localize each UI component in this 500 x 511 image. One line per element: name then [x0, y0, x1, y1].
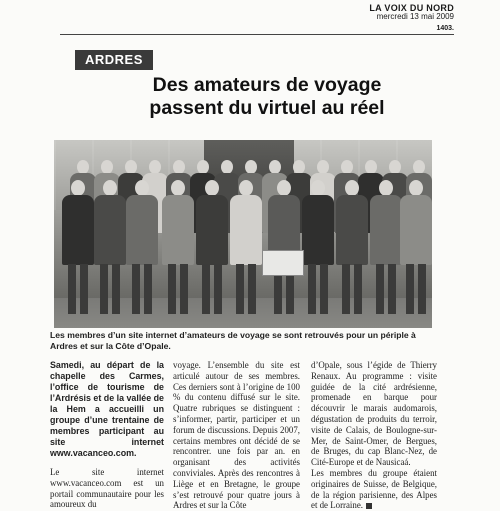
section-label: ARDRES: [75, 50, 153, 70]
page-number: 1403.: [436, 24, 454, 32]
headline-line-2: passent du virtuel au réel: [149, 97, 385, 119]
photo-caption: Les membres d’un site internet d’amateurs de voyage se sont retrouvés pour un périple à Ardres et sur la Côte d’Opale.: [50, 330, 416, 351]
header-rule: [60, 34, 454, 35]
article-column-1: [50, 360, 164, 510]
article-paragraph: d’Opale, sous l’égide de Thierry Renaux. Au programme : visite guidée de la cité ardrésienne, promenade en barque pour découvrir le marais audomarois, dégustation de produits du terroir, visite de Calais, de Boulogne-sur-Mer, de Saint-Omer, de Bergues, de Bruges, du cap Blanc-Nez, de Cité-Europe et de Nausicaá.: [311, 360, 437, 468]
article-headline: [112, 74, 422, 120]
publication-date: mercredi 13 mai 2009: [376, 12, 454, 22]
article-column-3: [311, 360, 437, 511]
article-paragraph: Le site internet www.vacanceo.com est un portail communautaire pour les amoureux du: [50, 467, 164, 510]
headline-line-1: Des amateurs de voyage: [152, 74, 382, 96]
photo-sign: [262, 250, 304, 276]
group-photo: [54, 140, 432, 328]
newspaper-name: LA VOIX DU NORD: [369, 3, 454, 13]
masthead: [294, 4, 454, 32]
article-closing-text: Les membres du groupe étaient originaires de Suisse, de Belgique, de la région parisienne, des Alpes et de Lorraine.: [311, 467, 437, 511]
end-mark-icon: [366, 503, 372, 509]
article-column-2: [173, 360, 300, 511]
article-lead: Samedi, au départ de la chapelle des Carmes, l’office de tourisme de l’Ardrésis et de la vallée de la Hem a accueilli un groupe d’une trentaine de membres participant au site internet www.vacanceo.com.: [50, 360, 164, 458]
article-paragraph: voyage. L’ensemble du site est articulé autour de ses membres. Ces derniers sont à l’origine de 100 % du contenu diffusé sur le site. Quatre rubriques se distinguent : s’informer, partir, participer et un forum de discussions. Depuis 2007, certains membres ont décidé de se rencontrer. une fois par an. en organisant des activités conviviales. Après des rencontres à Liège et en Bretagne, le groupe s’est retrouvé pour quatre jours à Ardres et sur la Côte: [173, 360, 300, 511]
article-paragraph: [311, 468, 437, 511]
